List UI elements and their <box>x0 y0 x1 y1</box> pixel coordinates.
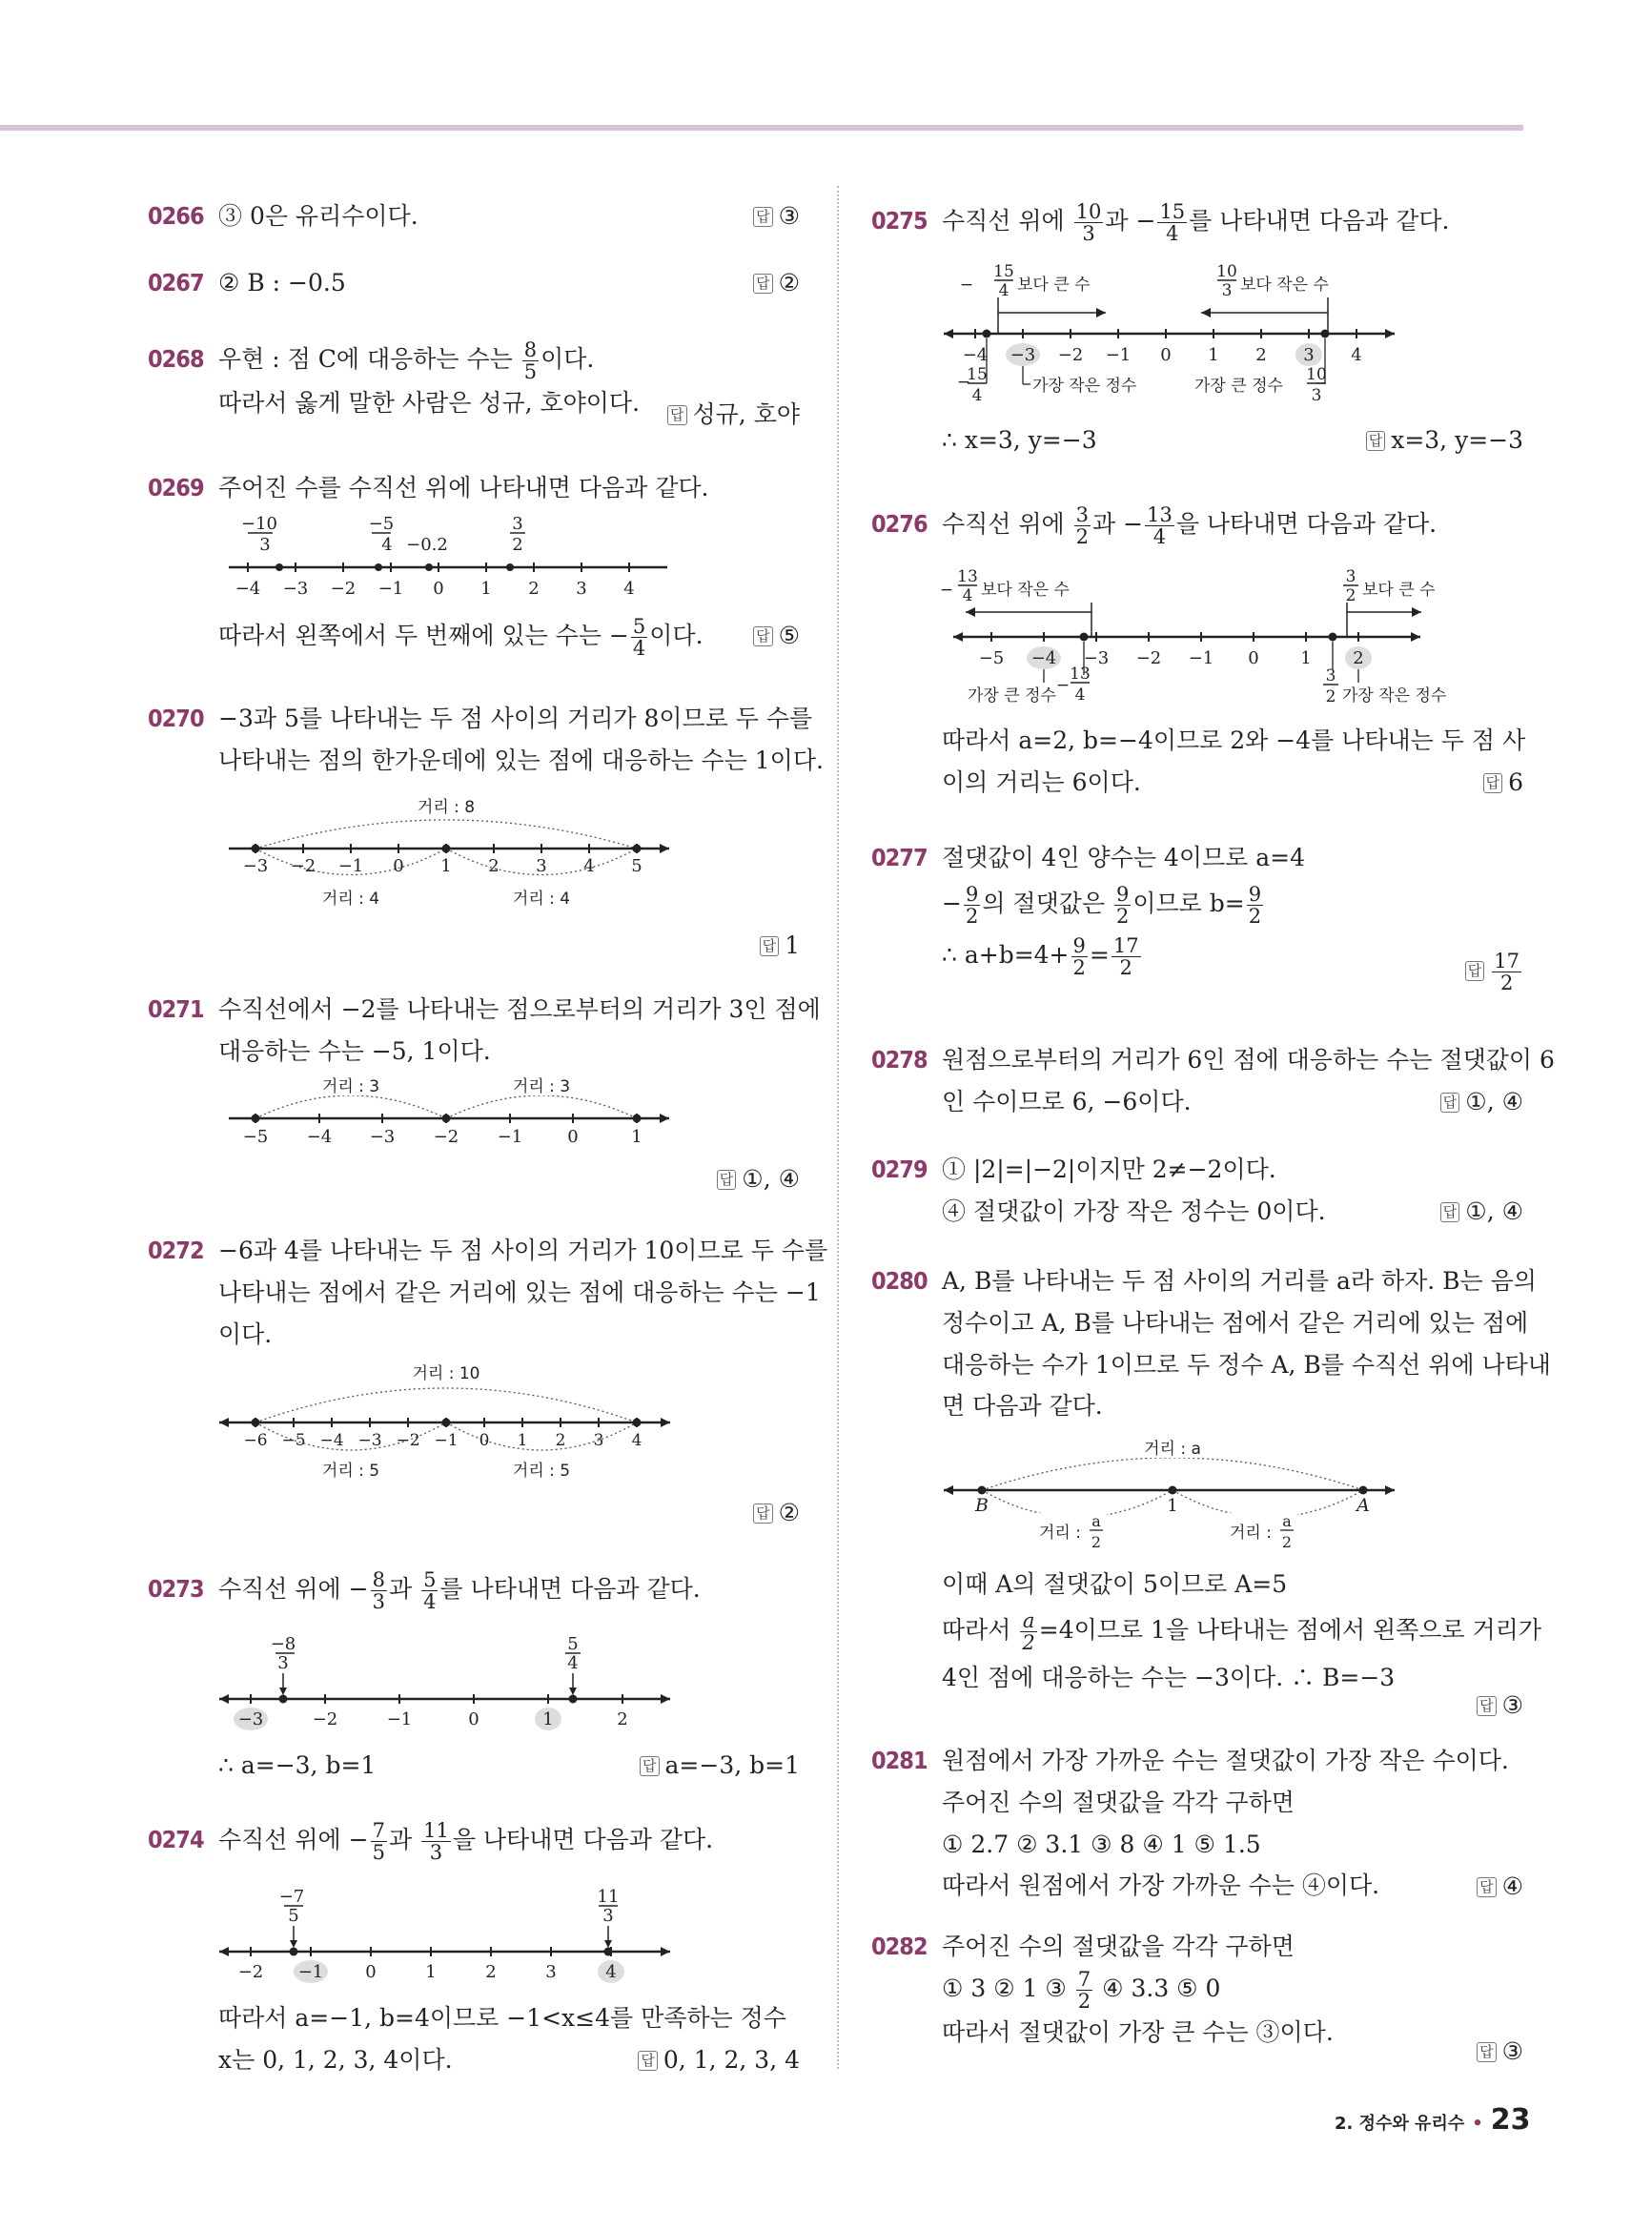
svg-text:3: 3 <box>1311 386 1322 405</box>
svg-text:−5: −5 <box>281 1431 306 1450</box>
solution-line: 절댓값이 4인 양수는 4이므로 a=4 <box>942 844 1306 871</box>
answer-badge: 답 <box>753 1504 773 1524</box>
svg-text:−: − <box>956 373 971 392</box>
svg-text:−3: −3 <box>282 579 309 599</box>
svg-text:거리 : 5: 거리 : 5 <box>512 1462 571 1481</box>
solution-line: ① 2.7 ② 3.1 ③ 8 ④ 1 ⑤ 1.5 <box>942 1830 1261 1858</box>
svg-text:−1: −1 <box>434 1431 459 1450</box>
svg-text:3: 3 <box>1221 281 1233 300</box>
problem-0273-result <box>218 1745 800 1787</box>
svg-text:−10: −10 <box>241 514 277 534</box>
svg-text:거리 :: 거리 : <box>1039 1524 1081 1543</box>
svg-text:보다 큰 수: 보다 큰 수 <box>1362 581 1436 600</box>
svg-text:1: 1 <box>480 579 492 599</box>
svg-text:1: 1 <box>542 1709 554 1729</box>
svg-text:거리 : 4: 거리 : 4 <box>512 890 571 909</box>
page-footer: 2. 정수와 유리수 • 23 <box>1335 2103 1531 2137</box>
answer: 답 $\frac{17}{2}$ <box>1465 950 1523 993</box>
svg-text:−2: −2 <box>237 1962 264 1982</box>
svg-text:4: 4 <box>998 281 1010 300</box>
problem-number: 0276 <box>871 510 928 538</box>
problem-0282 <box>871 1926 1523 2065</box>
svg-text:거리 : 3: 거리 : 3 <box>321 1077 380 1096</box>
answer: 답 a=−3, b=1 <box>640 1745 800 1787</box>
answer-badge: 답 <box>753 274 773 294</box>
problem-0269-result <box>218 615 800 659</box>
page-number: 23 <box>1490 2103 1531 2137</box>
number-line-0274 <box>214 1883 682 1988</box>
problem-0274 <box>148 1818 800 1864</box>
number-line-0275 <box>939 257 1406 415</box>
svg-text:−1: −1 <box>386 1709 413 1729</box>
svg-text:−: − <box>959 276 974 295</box>
solution-line: A, B를 나타내는 두 점 사이의 거리를 a라 하자. B는 음의 <box>942 1267 1537 1295</box>
solution-text: ③ 0은 유리수이다. <box>218 202 418 230</box>
svg-text:3: 3 <box>259 535 271 555</box>
svg-text:3: 3 <box>545 1962 557 1982</box>
svg-text:−4: −4 <box>962 345 989 365</box>
svg-text:0: 0 <box>433 579 444 599</box>
solution-line: x는 0, 1, 2, 3, 4이다. <box>218 2045 453 2074</box>
solution-line: ④ 절댓값이 가장 작은 정수는 0이다. <box>942 1197 1326 1225</box>
answer-badge: 답 <box>1465 961 1485 981</box>
svg-text:0: 0 <box>1248 648 1259 668</box>
solution-line: 인 수이므로 6, −6이다. <box>942 1087 1192 1115</box>
problem-number: 0277 <box>871 844 928 871</box>
problem-0278 <box>871 1039 1555 1123</box>
answer-badge: 답 <box>717 1170 737 1190</box>
svg-text:4: 4 <box>381 535 393 555</box>
answer: 답 ①, ④ <box>1440 1191 1523 1233</box>
answer: 답 ③ <box>753 195 800 237</box>
solution-line: 따라서 옳게 말한 사람은 성규, 호야이다. <box>218 389 641 418</box>
problem-number: 0272 <box>148 1237 204 1264</box>
svg-text:0: 0 <box>393 856 404 876</box>
fraction: $\frac{8}{5}$ <box>523 338 538 383</box>
svg-text:−1: −1 <box>377 579 404 599</box>
problem-0276 <box>871 502 1523 548</box>
svg-text:1: 1 <box>631 1127 642 1147</box>
svg-text:−2: −2 <box>330 579 357 599</box>
solution-line: 우현 : 점 C에 대응하는 수는 $\frac{8}{5}$ 이다. <box>218 338 595 383</box>
solution-line: 따라서 $\frac{a}{2}$ =4이므로 1을 나타내는 점에서 왼쪽으로 거리가 <box>942 1608 1541 1654</box>
svg-text:0: 0 <box>567 1127 579 1147</box>
solution-line: 대응하는 수는 −5, 1이다. <box>218 1036 491 1065</box>
svg-text:13: 13 <box>957 567 978 586</box>
solution-line: − $\frac{9}{2}$ 의 절댓값은 $\frac{9}{2}$ 이므로 b= $\frac{9}{2}$ <box>942 882 1262 928</box>
svg-text:A: A <box>1356 1495 1370 1516</box>
svg-text:−2: −2 <box>433 1127 459 1147</box>
problem-number: 0268 <box>148 345 204 373</box>
svg-text:1: 1 <box>517 1431 528 1450</box>
svg-text:−4: −4 <box>319 1431 344 1450</box>
svg-text:−2: −2 <box>1135 648 1162 668</box>
svg-text:가장 큰 정수: 가장 큰 정수 <box>1194 377 1283 396</box>
svg-text:2: 2 <box>1353 648 1364 668</box>
svg-text:10: 10 <box>1306 365 1327 384</box>
problem-number: 0273 <box>148 1575 204 1603</box>
svg-text:3: 3 <box>1325 666 1336 685</box>
svg-text:1: 1 <box>440 856 452 876</box>
svg-text:4: 4 <box>623 579 635 599</box>
svg-text:−1: −1 <box>497 1127 523 1147</box>
answer: 답 1 <box>760 925 800 967</box>
svg-text:a: a <box>1282 1512 1292 1530</box>
svg-text:−4: −4 <box>235 579 261 599</box>
answer-badge: 답 <box>753 207 773 227</box>
svg-text:2: 2 <box>1255 345 1267 365</box>
svg-text:0: 0 <box>479 1431 490 1450</box>
svg-text:13: 13 <box>1070 665 1091 684</box>
svg-text:4: 4 <box>1351 345 1362 365</box>
svg-text:3: 3 <box>1303 345 1315 365</box>
problem-0280 <box>871 1260 1551 1427</box>
svg-text:−2: −2 <box>396 1431 420 1450</box>
svg-text:0: 0 <box>468 1709 479 1729</box>
svg-text:−5: −5 <box>978 648 1005 668</box>
solution-line: 이다. <box>218 1320 273 1348</box>
problem-number: 0275 <box>871 207 928 235</box>
solution-line: 이의 거리는 6이다. <box>942 767 1141 796</box>
problem-number: 0269 <box>148 474 204 501</box>
svg-text:2: 2 <box>488 856 500 876</box>
svg-text:2: 2 <box>1281 1533 1293 1551</box>
svg-text:−3: −3 <box>237 1709 264 1729</box>
number-line-0273 <box>214 1630 682 1735</box>
solution-line: 정수이고 A, B를 나타내는 점에서 같은 거리에 있는 점에 <box>942 1308 1529 1337</box>
problem-0276-result <box>942 720 1526 804</box>
answer: 답 x=3, y=−3 <box>1366 419 1523 461</box>
solution-line: 수직선 위에 $\frac{10}{3}$ 과 − $\frac{15}{4}$ 를 나타내면 다음과 같다. <box>942 199 1450 245</box>
problem-0279 <box>871 1149 1523 1233</box>
answer: 답 ③ <box>1477 2031 1523 2073</box>
svg-text:−1: −1 <box>1188 648 1214 668</box>
svg-text:3: 3 <box>536 856 547 876</box>
svg-text:−5: −5 <box>368 514 395 534</box>
svg-text:3: 3 <box>593 1431 604 1450</box>
svg-text:−: − <box>939 581 954 600</box>
solution-line: 주어진 수의 절댓값을 각각 구하면 <box>942 1788 1295 1816</box>
problem-0270 <box>148 698 824 782</box>
problem-0281 <box>871 1740 1523 1907</box>
svg-text:1: 1 <box>1300 648 1312 668</box>
problem-number: 0282 <box>871 1933 928 1960</box>
answer: 답 0, 1, 2, 3, 4 <box>638 2039 800 2081</box>
answer-badge: 답 <box>1440 1202 1460 1222</box>
svg-text:4: 4 <box>583 856 595 876</box>
solution-line: 원점으로부터의 거리가 6인 점에 대응하는 수는 절댓값이 6 <box>942 1046 1555 1074</box>
problem-number: 0279 <box>871 1156 928 1183</box>
svg-text:거리 : 3: 거리 : 3 <box>512 1077 571 1096</box>
solution-line: 따라서 절댓값이 가장 큰 수는 ③이다. <box>942 2017 1334 2046</box>
number-line-0272 <box>214 1354 682 1487</box>
solution-line: 수직선 위에 $\frac{3}{2}$ 과 − $\frac{13}{4}$ 을 나타내면 다음과 같다. <box>942 502 1438 548</box>
solution-line: ∴ x=3, y=−3 <box>942 426 1097 454</box>
answer-badge: 답 <box>753 626 773 646</box>
svg-text:4: 4 <box>567 1653 579 1673</box>
answer-badge: 답 <box>667 405 687 425</box>
solution-line: 수직선에서 −2를 나타내는 점으로부터의 거리가 3인 점에 <box>218 995 821 1023</box>
solution-line: 나타내는 점의 한가운데에 있는 점에 대응하는 수는 1이다. <box>218 746 824 774</box>
svg-text:2: 2 <box>485 1962 497 1982</box>
answer-badge: 답 <box>1477 1877 1497 1897</box>
solution-line: ∴ a+b=4+ $\frac{9}{2}$ = $\frac{17}{2}$ <box>942 933 1139 979</box>
svg-text:−: − <box>1055 676 1071 695</box>
svg-text:보다 작은 수: 보다 작은 수 <box>1240 276 1329 295</box>
solution-line: 나타내는 점에서 같은 거리에 있는 점에 대응하는 수는 −1 <box>218 1278 821 1306</box>
svg-text:−3: −3 <box>242 856 269 876</box>
svg-text:−5: −5 <box>242 1127 269 1147</box>
svg-text:−0.2: −0.2 <box>406 535 448 555</box>
svg-text:−8: −8 <box>270 1634 296 1654</box>
svg-text:5: 5 <box>288 1906 299 1926</box>
answer: 답 ② <box>753 1492 800 1534</box>
column-divider <box>837 186 839 2069</box>
svg-text:−2: −2 <box>1057 345 1084 365</box>
problem-0268 <box>148 338 800 428</box>
svg-text:1: 1 <box>1208 345 1219 365</box>
answer: 답 6 <box>1483 762 1523 804</box>
problem-0277 <box>871 837 1523 994</box>
solution-line: 원점에서 가장 가까운 수는 절댓값이 가장 작은 수이다. <box>942 1747 1509 1774</box>
solution-line: 따라서 왼쪽에서 두 번째에 있는 수는 − $\frac{5}{4}$ 이다. <box>218 614 704 660</box>
svg-text:0: 0 <box>1160 345 1172 365</box>
answer: 답 ④ <box>1477 1866 1523 1908</box>
svg-text:1: 1 <box>425 1962 437 1982</box>
problem-number: 0270 <box>148 705 204 732</box>
svg-text:1: 1 <box>1167 1496 1178 1516</box>
problem-number: 0274 <box>148 1826 204 1853</box>
svg-text:4: 4 <box>605 1962 617 1982</box>
answer: 답 ⑤ <box>753 615 800 657</box>
svg-text:보다 작은 수: 보다 작은 수 <box>981 581 1070 600</box>
solution-line: 주어진 수를 수직선 위에 나타내면 다음과 같다. <box>218 474 709 501</box>
svg-text:−4: −4 <box>306 1127 333 1147</box>
solution-text: ② B : −0.5 <box>218 269 346 297</box>
solution-line: 수직선 위에 − $\frac{7}{5}$ 과 $\frac{11}{3}$ 을 나타내면 다음과 같다. <box>218 1818 714 1864</box>
problem-number: 0280 <box>871 1267 928 1295</box>
svg-text:15: 15 <box>993 262 1014 281</box>
svg-text:−3: −3 <box>369 1127 396 1147</box>
problem-0280-result <box>942 1564 1541 1719</box>
problem-0271 <box>148 989 821 1073</box>
solution-line: ∴ a=−3, b=1 <box>218 1751 377 1779</box>
svg-text:B: B <box>975 1495 989 1516</box>
svg-text:보다 큰 수: 보다 큰 수 <box>1017 276 1091 295</box>
svg-text:거리 : 5: 거리 : 5 <box>321 1462 380 1481</box>
svg-text:3: 3 <box>1345 567 1356 586</box>
svg-text:4: 4 <box>1074 685 1086 705</box>
answer: 답 ①, ④ <box>1440 1081 1523 1123</box>
solution-line: 이때 A의 절댓값이 5이므로 A=5 <box>942 1570 1288 1598</box>
svg-text:거리 : 4: 거리 : 4 <box>321 890 380 909</box>
number-line-0271 <box>219 1073 677 1149</box>
answer-badge: 답 <box>640 1756 660 1776</box>
svg-text:2: 2 <box>1345 586 1356 605</box>
svg-text:4: 4 <box>971 386 983 405</box>
problem-0275-result <box>942 419 1523 461</box>
answer: 답 ② <box>753 262 800 304</box>
chapter-title: 2. 정수와 유리수 <box>1335 2114 1465 2134</box>
answer: 답 ③ <box>1477 1685 1523 1727</box>
problem-0274-result <box>218 1997 800 2081</box>
solution-line: 따라서 원점에서 가장 가까운 수는 ④이다. <box>942 1872 1380 1900</box>
problem-number: 0278 <box>871 1046 928 1074</box>
svg-text:가장 작은 정수: 가장 작은 정수 <box>1342 686 1447 706</box>
svg-text:2: 2 <box>1091 1533 1102 1551</box>
svg-text:3: 3 <box>576 579 587 599</box>
number-line-0280 <box>939 1435 1406 1559</box>
answer: 답 ①, ④ <box>717 1158 800 1200</box>
solution-line: 따라서 a=2, b=−4이므로 2와 −4를 나타내는 두 점 사 <box>942 726 1526 754</box>
svg-text:거리 : 10: 거리 : 10 <box>412 1364 480 1383</box>
answer-badge: 답 <box>1366 431 1386 451</box>
number-line-0276 <box>939 563 1447 720</box>
problem-0267 <box>148 262 800 304</box>
svg-text:3: 3 <box>512 514 523 534</box>
svg-text:−3: −3 <box>357 1431 382 1450</box>
header-bar <box>0 125 1523 131</box>
svg-text:거리 : 8: 거리 : 8 <box>417 798 476 817</box>
svg-text:2: 2 <box>1325 687 1336 706</box>
svg-text:−1: −1 <box>1105 345 1132 365</box>
svg-text:가장 큰 정수: 가장 큰 정수 <box>968 686 1056 706</box>
svg-text:−1: −1 <box>337 856 364 876</box>
svg-text:5: 5 <box>631 856 642 876</box>
svg-text:15: 15 <box>967 365 988 384</box>
svg-text:−7: −7 <box>278 1887 305 1907</box>
problem-0275 <box>871 199 1523 245</box>
answer-badge: 답 <box>1477 1696 1497 1716</box>
solution-line: 수직선 위에 − $\frac{8}{3}$ 과 $\frac{5}{4}$ 를 나타내면 다음과 같다. <box>218 1567 701 1613</box>
svg-text:−3: −3 <box>1010 345 1036 365</box>
solution-line: 4인 점에 대응하는 수는 −3이다. ∴ B=−3 <box>942 1663 1396 1691</box>
solution-line: 면 다음과 같다. <box>942 1392 1103 1421</box>
svg-text:11: 11 <box>597 1887 620 1907</box>
svg-text:−4: −4 <box>1030 648 1057 668</box>
svg-text:−3: −3 <box>1083 648 1110 668</box>
svg-text:10: 10 <box>1216 262 1237 281</box>
svg-text:3: 3 <box>277 1653 289 1673</box>
svg-text:−1: −1 <box>297 1962 324 1982</box>
number-line-0269 <box>219 510 677 605</box>
answer-badge: 답 <box>638 2051 658 2071</box>
answer-badge: 답 <box>760 936 780 956</box>
svg-text:가장 작은 정수: 가장 작은 정수 <box>1032 377 1137 396</box>
solution-line: −3과 5를 나타내는 두 점 사이의 거리가 8이므로 두 수를 <box>218 705 813 732</box>
answer-badge: 답 <box>1483 773 1503 793</box>
svg-text:4: 4 <box>962 586 973 605</box>
problem-number: 0266 <box>148 202 204 230</box>
svg-text:0: 0 <box>365 1962 377 1982</box>
svg-text:거리 : a: 거리 : a <box>1144 1440 1201 1459</box>
answer-badge: 답 <box>1440 1093 1460 1113</box>
svg-text:−2: −2 <box>312 1709 338 1729</box>
problem-number: 0281 <box>871 1747 928 1774</box>
problem-0266 <box>148 195 800 237</box>
answer-badge: 답 <box>1477 2042 1497 2062</box>
svg-text:a: a <box>1091 1512 1101 1530</box>
svg-text:2: 2 <box>512 535 523 555</box>
solution-line: 대응하는 수가 1이므로 두 정수 A, B를 수직선 위에 나타내 <box>942 1350 1551 1379</box>
problem-0272 <box>148 1230 828 1355</box>
svg-text:2: 2 <box>528 579 540 599</box>
problem-0269 <box>148 467 800 509</box>
svg-text:거리 :: 거리 : <box>1230 1524 1272 1543</box>
svg-text:2: 2 <box>555 1431 566 1450</box>
number-line-0270 <box>219 791 677 915</box>
solution-line: 주어진 수의 절댓값을 각각 구하면 <box>942 1933 1295 1960</box>
solution-line: −6과 4를 나타내는 두 점 사이의 거리가 10이므로 두 수를 <box>218 1237 828 1264</box>
problem-number: 0267 <box>148 269 204 297</box>
solution-line: ① 3 ② 1 ③ $\frac{7}{2}$ ④ 3.3 ⑤ 0 <box>942 1967 1221 2013</box>
fraction: $\frac{5}{4}$ <box>632 614 646 660</box>
svg-text:−2: −2 <box>290 856 316 876</box>
svg-text:2: 2 <box>617 1709 628 1729</box>
svg-text:5: 5 <box>567 1634 579 1654</box>
problem-0273 <box>148 1567 800 1613</box>
problem-number: 0271 <box>148 995 204 1023</box>
solution-line: 따라서 a=−1, b=4이므로 −1<x≤4를 만족하는 정수 <box>218 2004 786 2032</box>
answer: 답 성규, 호야 <box>667 394 800 436</box>
svg-text:3: 3 <box>602 1906 614 1926</box>
svg-text:−6: −6 <box>243 1431 268 1450</box>
solution-line: ① |2|=|−2|이지만 2≠−2이다. <box>942 1156 1276 1183</box>
svg-text:4: 4 <box>631 1431 642 1450</box>
